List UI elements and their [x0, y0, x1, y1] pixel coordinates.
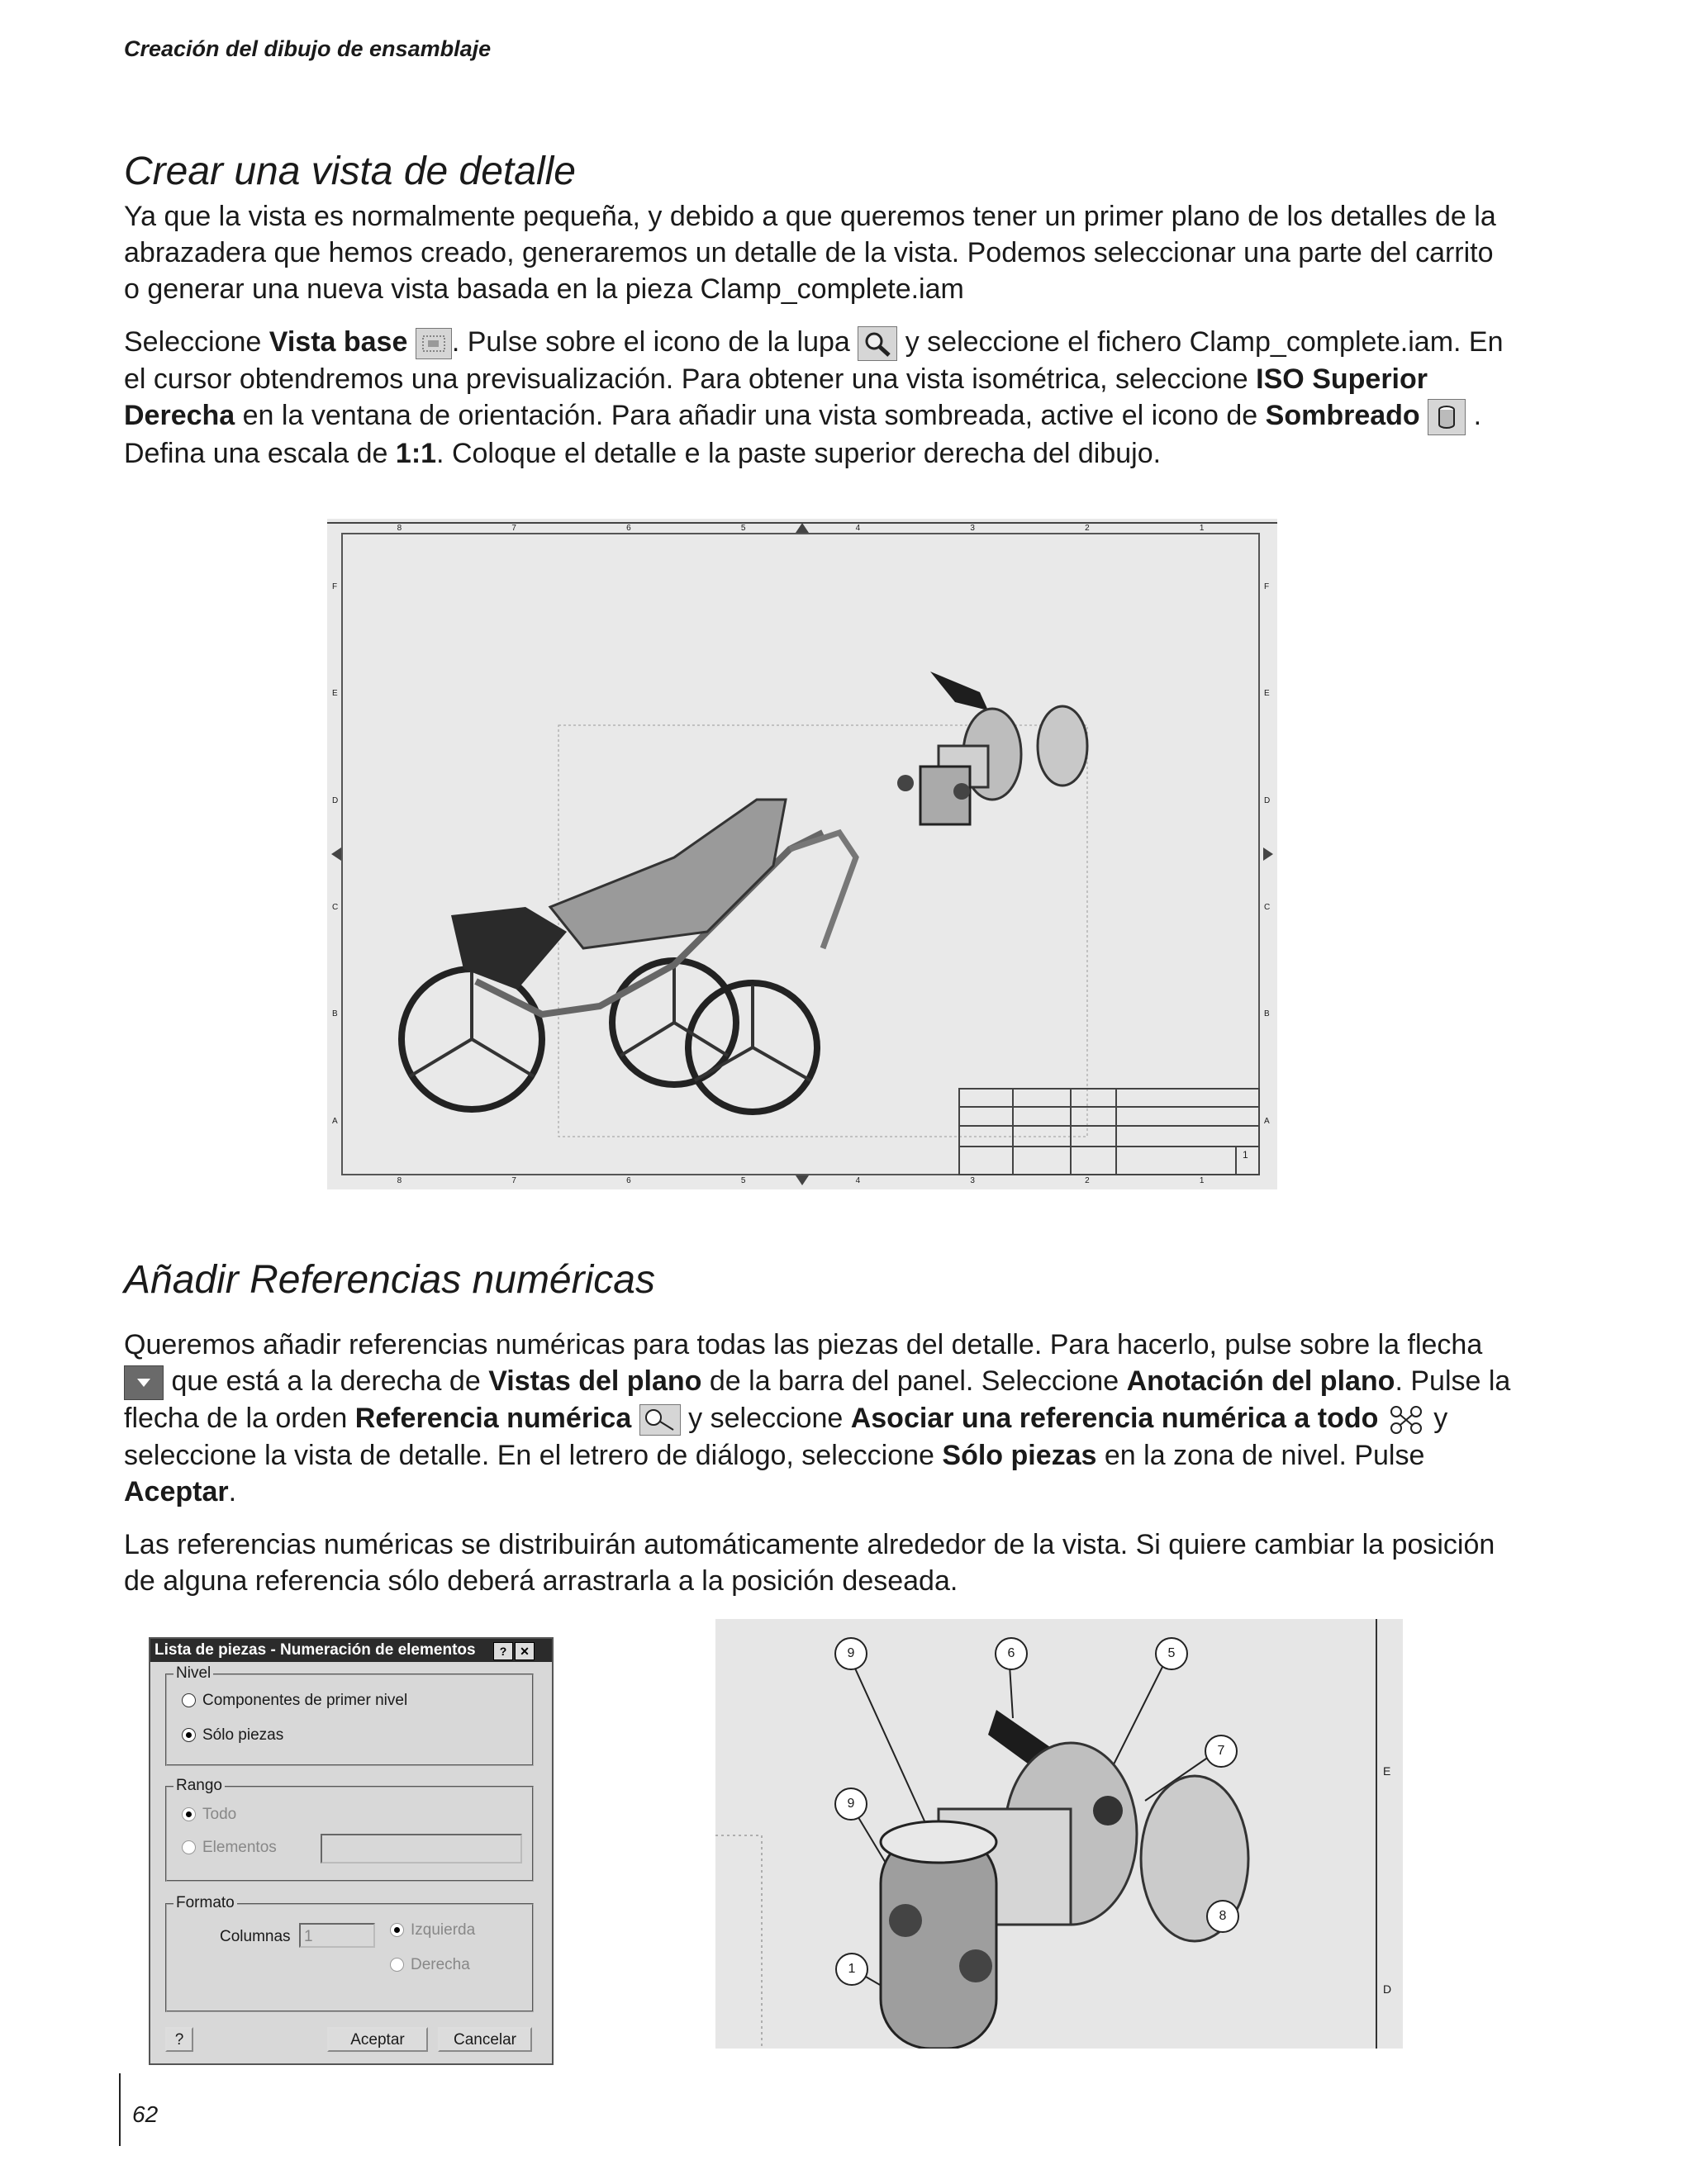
parts-list-dialog: [149, 1637, 554, 2065]
column-label: 7: [511, 1176, 516, 1185]
column-label: 1: [1199, 524, 1205, 533]
column-label: 2: [1085, 524, 1090, 533]
balloon[interactable]: 6: [995, 1637, 1028, 1670]
row-label: A: [1264, 1116, 1270, 1126]
radio-button-selected[interactable]: [182, 1807, 196, 1821]
column-label: 3: [970, 1176, 975, 1185]
radio-izquierda[interactable]: Izquierda: [390, 1921, 475, 1939]
clamp-model: [897, 672, 1087, 824]
column-label: 5: [740, 524, 746, 533]
radio-button-selected[interactable]: [182, 1728, 196, 1742]
radio-derecha[interactable]: Derecha: [390, 1956, 470, 1974]
radio-button[interactable]: [390, 1958, 404, 1972]
section-title-detail-view: Crear una vista de detalle: [124, 150, 576, 193]
clamp-detail-model: [881, 1710, 1248, 2049]
row-label: C: [332, 903, 339, 913]
balloon[interactable]: 8: [1206, 1900, 1239, 1933]
balloon[interactable]: 9: [834, 1637, 867, 1670]
title-close-button[interactable]: ✕: [515, 1642, 535, 1660]
row-label: C: [1264, 903, 1271, 913]
elementos-input[interactable]: [321, 1834, 522, 1864]
auto-balloon-icon: [1386, 1403, 1426, 1437]
drawing-sheet-svg: [327, 519, 1277, 1189]
row-label: A: [332, 1116, 338, 1126]
balloon[interactable]: 1: [835, 1953, 868, 1986]
row-label: F: [1264, 582, 1270, 592]
balloon[interactable]: 5: [1155, 1637, 1188, 1670]
radio-button[interactable]: [182, 1840, 196, 1854]
section-title-balloons: Añadir Referencias numéricas: [124, 1258, 655, 1302]
radio-componentes-primer-nivel[interactable]: Componentes de primer nivel: [182, 1692, 407, 1710]
column-label: 8: [397, 524, 402, 533]
balloon[interactable]: 7: [1205, 1735, 1238, 1768]
footer-rule: [119, 2073, 121, 2146]
column-label: 4: [855, 1176, 861, 1185]
row-label: B: [332, 1009, 338, 1019]
radio-button[interactable]: [182, 1693, 196, 1707]
row-label: B: [1264, 1009, 1270, 1019]
column-label: 6: [626, 524, 631, 533]
column-label: 2: [1085, 1176, 1090, 1185]
radio-elementos[interactable]: Elementos: [182, 1839, 277, 1857]
radio-solo-piezas[interactable]: Sólo piezas: [182, 1726, 283, 1745]
paragraph-balloon-steps: Queremos añadir referencias numéricas para todas las piezas del detalle. Para hacerlo, pulse sobre la flecha que está a la derecha de Vistas del plano de la barra del panel. Seleccione Anotación del plano. Pulse la flecha de la orden Referencia numérica y seleccione Asociar una referencia numérica a todo y seleccione la vista de detalle. En el letrero de diálogo, seleccione Sólo piezas en la zona de nivel. Pulse Aceptar.: [124, 1329, 1511, 1508]
row-label: D: [332, 795, 339, 805]
column-label: 7: [511, 524, 516, 533]
page-number: 62: [132, 2101, 159, 2127]
row-label: F: [332, 582, 338, 592]
radio-todo[interactable]: Todo: [182, 1806, 236, 1824]
paragraph-balloon-note: Las referencias numéricas se distribuirán automáticamente alrededor de la vista. Si quiere cambiar la posición de alguna referencia sólo deberá arrastrarla a la posición deseada.: [124, 1529, 1495, 1597]
column-labels-bottom: [342, 1176, 1259, 1185]
detail-view-figure: [715, 1619, 1403, 2049]
dialog-title: Lista de piezas - Numeración de elementos: [154, 1641, 476, 1659]
shading-icon: [1428, 399, 1466, 435]
formato-group: [165, 1894, 534, 2012]
title-block: [959, 1089, 1259, 1175]
cancel-button[interactable]: Cancelar: [438, 2027, 532, 2052]
base-view-icon: [416, 328, 452, 359]
column-label: 8: [397, 1176, 402, 1185]
title-help-button[interactable]: ?: [493, 1642, 513, 1660]
border-label: E: [1383, 1764, 1391, 1778]
column-label: 5: [740, 1176, 746, 1185]
column-labels-top: [342, 524, 1259, 533]
help-button[interactable]: ?: [165, 2027, 193, 2052]
drawing-sheet-figure: [327, 519, 1277, 1189]
detail-view-svg: [715, 1619, 1403, 2049]
paragraph-intro: Ya que la vista es normalmente pequeña, y debido a que queremos tener un primer plano de los detalles de la abrazadera que hemos creado, generaremos un detalle de la vista. Podemos seleccionar una parte del carrito o generar una nueva vista basada en la pieza Clamp_complete.iam: [124, 201, 1496, 305]
dropdown-arrow-icon: [124, 1365, 164, 1400]
row-label: E: [1264, 689, 1270, 699]
nivel-group: [165, 1664, 534, 1766]
paragraph-instructions: Seleccione Vista base . Pulse sobre el icono de la lupa y seleccione el fichero Clamp_complete.iam. En el cursor obtendremos una previsualización. Para obtener una vista isométrica, seleccione ISO Superior Derecha en la ventana de orientación. Para añadir una vista sombreada, active el icono de Sombreado . Defina una escala de 1:1. Coloque el detalle e la paste superior derecha del dibujo.: [124, 326, 1504, 470]
row-labels-right: [1264, 534, 1270, 1175]
formato-caption: Formato: [173, 1894, 237, 1912]
rango-group: [165, 1777, 534, 1882]
columnas-label: Columnas: [220, 1928, 291, 1945]
nivel-caption: Nivel: [173, 1664, 213, 1683]
row-label: D: [1264, 795, 1271, 805]
balloon-icon: [639, 1404, 681, 1436]
dialog-title-bar: [150, 1639, 552, 1662]
sheet-number: 1: [1243, 1149, 1248, 1161]
magnifier-icon: [858, 326, 897, 361]
radio-button-selected[interactable]: [390, 1923, 404, 1937]
row-label: E: [332, 689, 338, 699]
row-labels-left: [332, 534, 338, 1175]
stroller-model: [402, 961, 817, 1112]
column-label: 1: [1199, 1176, 1205, 1185]
column-label: 3: [970, 524, 975, 533]
column-label: 6: [626, 1176, 631, 1185]
rango-caption: Rango: [173, 1777, 225, 1795]
border-label: D: [1383, 1982, 1392, 1996]
ok-button[interactable]: Aceptar: [327, 2027, 428, 2052]
columnas-input[interactable]: 1: [299, 1923, 375, 1948]
balloon[interactable]: 9: [834, 1788, 867, 1821]
column-label: 4: [855, 524, 861, 533]
running-header: Creación del dibujo de ensamblaje: [124, 36, 492, 61]
